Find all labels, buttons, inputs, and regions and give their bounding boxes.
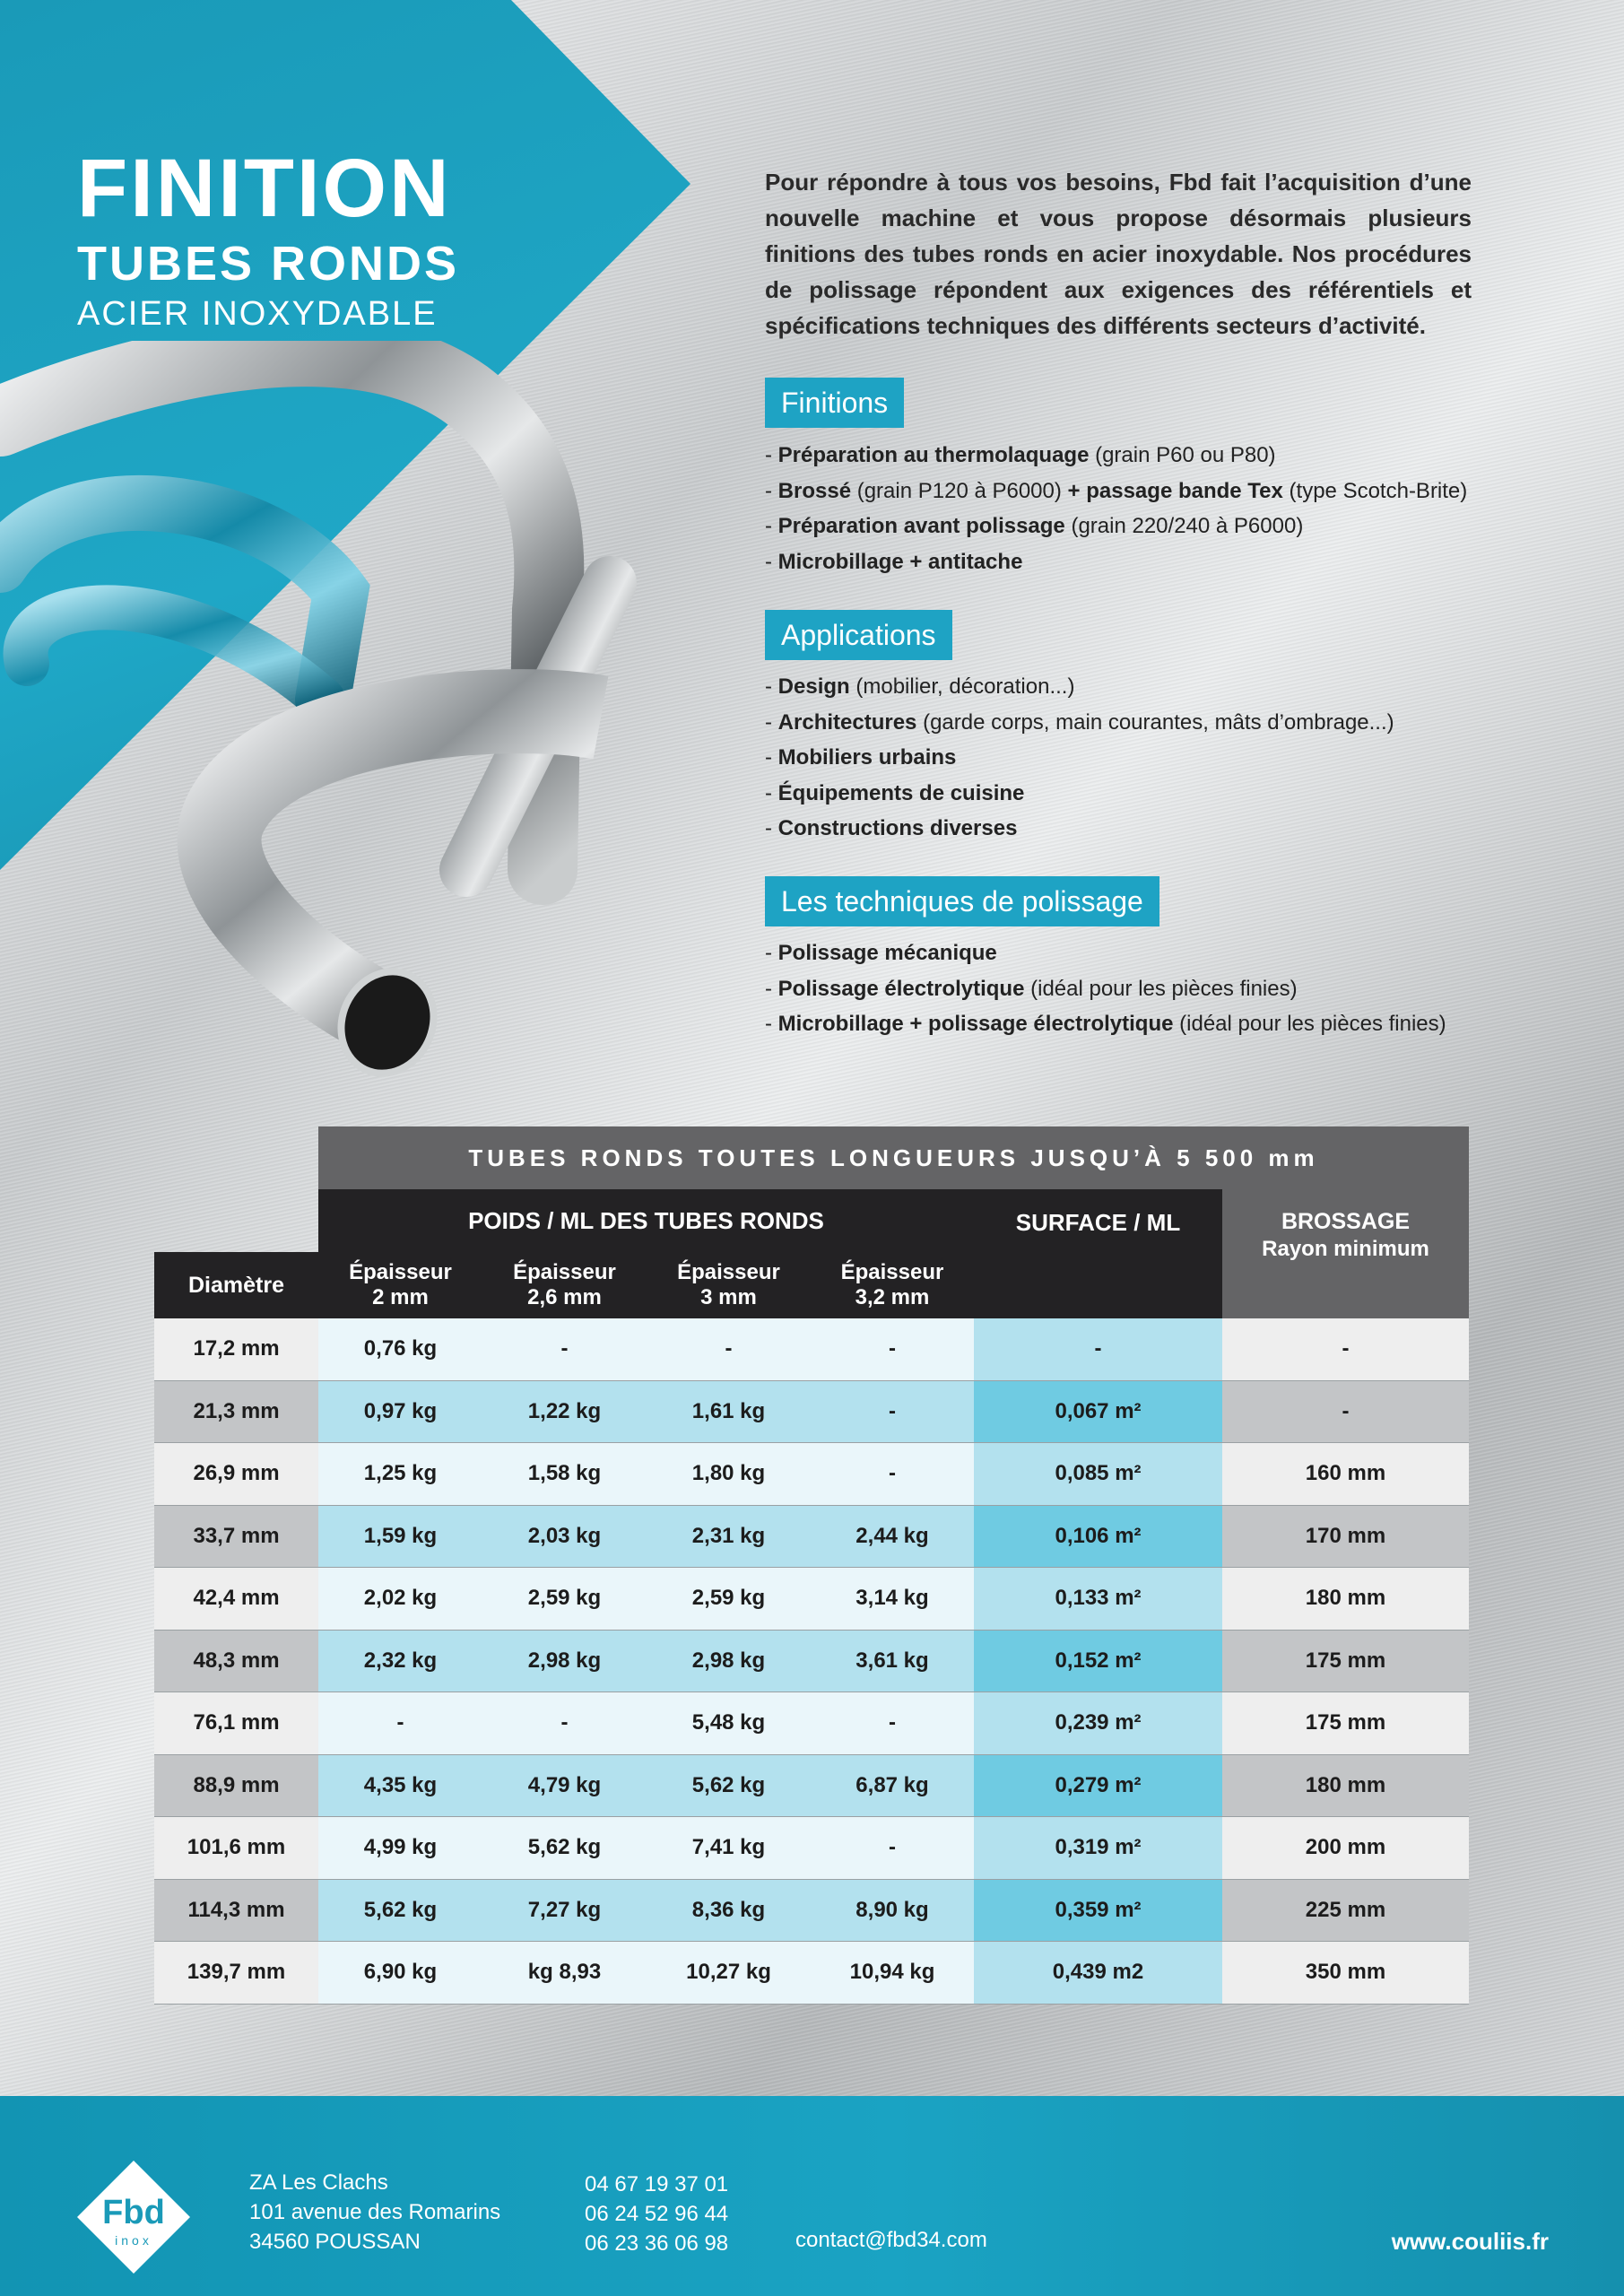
list-item: - Brossé (grain P120 à P6000) + passage bande Tex (type Scotch-Brite) [765, 478, 1468, 503]
poids-cell: 2,03 kg [482, 1506, 647, 1568]
diametre-cell: 33,7 mm [154, 1506, 318, 1568]
poids-cell: 5,48 kg [647, 1692, 811, 1754]
poids-cell: 2,44 kg [811, 1506, 974, 1568]
table-row [154, 1443, 1469, 1506]
poids-cell: 1,59 kg [318, 1506, 482, 1568]
poids-cell: 6,87 kg [811, 1755, 974, 1817]
list-item: - Polissage électrolytique (idéal pour les pièces finies) [765, 976, 1298, 1001]
brossage-cell: 180 mm [1222, 1568, 1469, 1630]
phone-numbers: 04 67 19 37 01 06 24 52 96 44 06 23 36 06 98 [585, 2172, 729, 2256]
applications-list [765, 669, 1482, 847]
poids-cell: 2,32 kg [318, 1631, 482, 1692]
surface-cell: 0,085 m² [974, 1443, 1222, 1505]
poids-cell: 8,36 kg [647, 1880, 811, 1942]
poids-cell: - [811, 1381, 974, 1443]
brossage-title: BROSSAGE [1281, 1209, 1411, 1234]
poids-cell: - [482, 1692, 647, 1754]
diametre-cell: 139,7 mm [154, 1942, 318, 2004]
poids-cell: 2,59 kg [647, 1568, 811, 1630]
poids-cell: 1,25 kg [318, 1443, 482, 1505]
surface-cell: - [974, 1318, 1222, 1380]
surface-cell: 0,152 m² [974, 1631, 1222, 1692]
poids-cell: - [811, 1692, 974, 1754]
diametre-cell: 101,6 mm [154, 1817, 318, 1879]
surface-cell: 0,239 m² [974, 1692, 1222, 1754]
list-item: - Constructions diverses [765, 816, 1018, 840]
table-body [154, 1318, 1469, 2005]
table-row [154, 1817, 1469, 1880]
email-link[interactable]: contact@fbd34.com [795, 2228, 987, 2252]
poids-cell: 1,22 kg [482, 1381, 647, 1443]
poids-cell: 7,27 kg [482, 1880, 647, 1942]
poids-cell: 0,76 kg [318, 1318, 482, 1380]
surface-header: SURFACE / ML [974, 1189, 1222, 1318]
finitions-heading: Finitions [765, 378, 904, 428]
diametre-cell: 42,4 mm [154, 1568, 318, 1630]
list-item: - Mobiliers urbains [765, 745, 957, 770]
epaisseur-header: Épaisseur 3 mm [647, 1252, 811, 1318]
polissage-list [765, 935, 1482, 1042]
svg-text:inox: inox [115, 2233, 152, 2248]
poids-cell: 5,62 kg [318, 1880, 482, 1942]
table-row [154, 1692, 1469, 1755]
poids-cell: 3,61 kg [811, 1631, 974, 1692]
epaisseur-header: Épaisseur 2 mm [318, 1252, 482, 1318]
finitions-list [765, 438, 1482, 579]
poids-cell: 5,62 kg [647, 1755, 811, 1817]
poids-cell: 1,58 kg [482, 1443, 647, 1505]
title-finition: FINITION [77, 143, 452, 234]
table-row [154, 1942, 1469, 2005]
poids-cell: 4,35 kg [318, 1755, 482, 1817]
diametre-cell: 114,3 mm [154, 1880, 318, 1942]
poids-cell: 8,90 kg [811, 1880, 974, 1942]
poids-cell: - [811, 1318, 974, 1380]
list-item: - Microbillage + polissage électrolytique (idéal pour les pièces finies) [765, 1012, 1446, 1036]
footer [0, 2096, 1624, 2296]
poids-cell: - [318, 1692, 482, 1754]
surface-cell: 0,133 m² [974, 1568, 1222, 1630]
diametre-header: Diamètre [154, 1252, 318, 1318]
list-item: - Design (mobilier, décoration...) [765, 674, 1075, 699]
list-item: - Polissage mécanique [765, 941, 997, 965]
list-item: - Préparation avant polissage (grain 220/240 à P6000) [765, 514, 1304, 538]
fbd-logo [77, 2161, 190, 2274]
brossage-header [1222, 1189, 1469, 1318]
brossage-cell: 225 mm [1222, 1880, 1469, 1942]
poids-cell: 3,14 kg [811, 1568, 974, 1630]
diametre-cell: 76,1 mm [154, 1692, 318, 1754]
surface-cell: 0,439 m2 [974, 1942, 1222, 2004]
surface-cell: 0,106 m² [974, 1506, 1222, 1568]
surface-cell: 0,279 m² [974, 1755, 1222, 1817]
poids-header: POIDS / ML DES TUBES RONDS [318, 1189, 974, 1252]
poids-cell: 4,79 kg [482, 1755, 647, 1817]
polissage-heading: Les techniques de polissage [765, 876, 1159, 926]
table-row [154, 1381, 1469, 1444]
table-row [154, 1506, 1469, 1569]
surface-cell: 0,359 m² [974, 1880, 1222, 1942]
brossage-cell: 170 mm [1222, 1506, 1469, 1568]
table-row [154, 1568, 1469, 1631]
list-item: - Préparation au thermolaquage (grain P60 ou P80) [765, 443, 1276, 467]
table-row [154, 1880, 1469, 1943]
title-acier-inoxydable: ACIER INOXYDABLE [77, 295, 438, 333]
poids-cell: 2,98 kg [482, 1631, 647, 1692]
poids-cell: 4,99 kg [318, 1817, 482, 1879]
poids-cell: 10,94 kg [811, 1942, 974, 2004]
epaisseur-header: Épaisseur 3,2 mm [811, 1252, 974, 1318]
address: ZA Les Clachs 101 avenue des Romarins 34560 POUSSAN [249, 2170, 501, 2254]
steel-tubes-image [0, 341, 735, 1094]
poids-cell: 1,80 kg [647, 1443, 811, 1505]
poids-cell: 6,90 kg [318, 1942, 482, 2004]
title-tubes-ronds: TUBES RONDS [77, 237, 460, 291]
poids-cell: - [647, 1318, 811, 1380]
brossage-cell: - [1222, 1318, 1469, 1380]
diametre-cell: 26,9 mm [154, 1443, 318, 1505]
website-link[interactable]: www.couliis.fr [1391, 2228, 1549, 2255]
brossage-cell: 200 mm [1222, 1817, 1469, 1879]
list-item: - Équipements de cuisine [765, 780, 1025, 805]
poids-cell: 2,31 kg [647, 1506, 811, 1568]
surface-cell: 0,319 m² [974, 1817, 1222, 1879]
surface-cell: 0,067 m² [974, 1381, 1222, 1443]
poids-cell: 10,27 kg [647, 1942, 811, 2004]
brossage-cell: 175 mm [1222, 1631, 1469, 1692]
list-item: - Microbillage + antitache [765, 549, 1023, 574]
brossage-subtitle: Rayon minimum [1262, 1237, 1429, 1261]
brossage-cell: 160 mm [1222, 1443, 1469, 1505]
list-item: - Architectures (garde corps, main courantes, mâts d’ombrage...) [765, 709, 1394, 735]
svg-text:Fbd: Fbd [102, 2194, 165, 2231]
table-row [154, 1631, 1469, 1693]
intro-paragraph: Pour répondre à tous vos besoins, Fbd fait l’acquisition d’une nouvelle machine et vous propose désormais plusieurs finitions des tubes ronds en acier inoxydable. Nos procédures de polissage répondent aux exigences des référentiels et spécifications techniques des différents secteurs d’activité. [765, 169, 1472, 339]
poids-cell: 2,98 kg [647, 1631, 811, 1692]
poids-cell: - [482, 1318, 647, 1380]
poids-cell: 0,97 kg [318, 1381, 482, 1443]
table-row [154, 1318, 1469, 1381]
brossage-cell: 175 mm [1222, 1692, 1469, 1754]
brossage-cell: - [1222, 1381, 1469, 1443]
diametre-cell: 17,2 mm [154, 1318, 318, 1380]
poids-cell: kg 8,93 [482, 1942, 647, 2004]
diametre-cell: 48,3 mm [154, 1631, 318, 1692]
poids-cell: 2,59 kg [482, 1568, 647, 1630]
title-block [77, 145, 459, 334]
brossage-cell: 350 mm [1222, 1942, 1469, 2004]
poids-cell: 2,02 kg [318, 1568, 482, 1630]
applications-heading: Applications [765, 610, 952, 660]
poids-cell: 7,41 kg [647, 1817, 811, 1879]
table-title: TUBES RONDS TOUTES LONGUEURS JUSQU’À 5 500 mm [318, 1126, 1469, 1189]
poids-cell: 1,61 kg [647, 1381, 811, 1443]
diametre-cell: 88,9 mm [154, 1755, 318, 1817]
poids-cell: 5,62 kg [482, 1817, 647, 1879]
brossage-cell: 180 mm [1222, 1755, 1469, 1817]
poids-cell: - [811, 1817, 974, 1879]
poids-cell: - [811, 1443, 974, 1505]
diametre-cell: 21,3 mm [154, 1381, 318, 1443]
epaisseur-header: Épaisseur 2,6 mm [482, 1252, 647, 1318]
table-row [154, 1755, 1469, 1818]
